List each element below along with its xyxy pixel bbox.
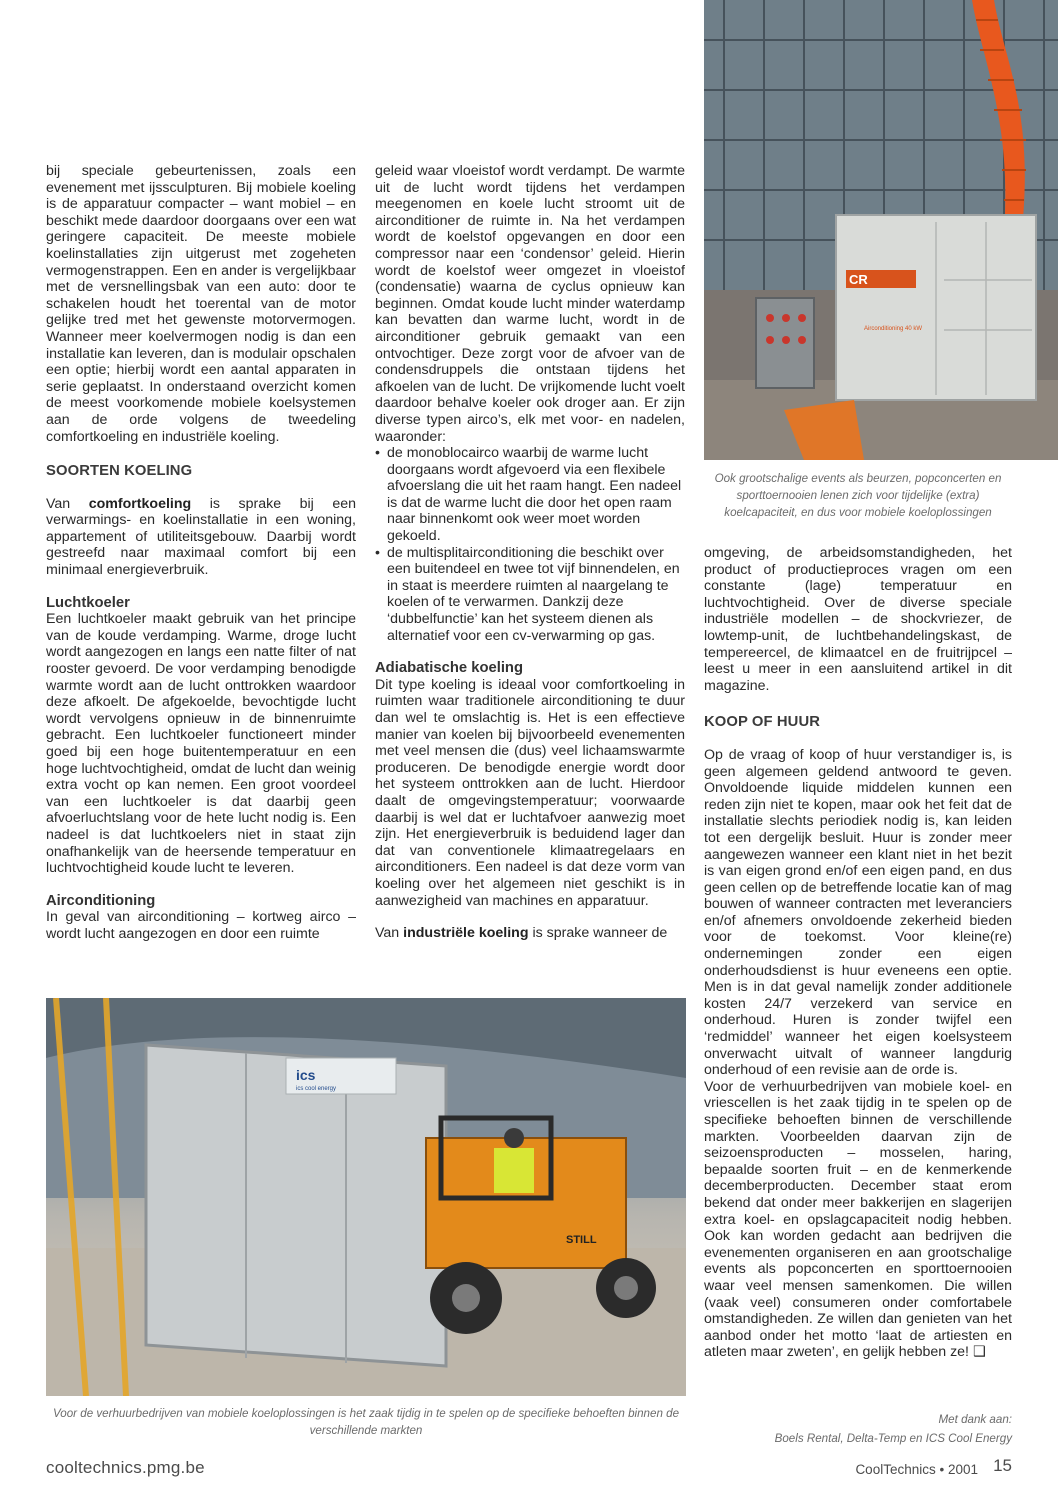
paragraph: Dit type koeling is ideaal voor comfortkoeling in ruimten waar traditionele airconditioning te duur dan wel te omslachtig is. Het is een effectieve manier van koelen bij bijvoorbeeld evenementen met veel mensen die (dus) veel lichaamswarmte produceren. De benodigde energie wordt door het systeem onttrokken aan de lucht. Hierdoor daalt de omgevingstemperatuur; voorwaarde daarbij is wel dat er luchtafvoer aanwezig moet zijn. Het energieverbruik is beduidend lager dan dat van conventionele klimaatregelaars en airconditioners. Een nadeel is dat deze vorm van koeling over het algemeen niet geschikt is in aanwezigheid van machines en apparatuur.	[375, 676, 685, 909]
emphasis: comfortkoeling	[88, 495, 192, 512]
emphasis: industriële koeling	[403, 925, 529, 942]
photo-caption-bottom: Voor de verhuurbedrijven van mobiele koeloplossingen is het zaak tijdig in te spelen op de specifieke behoeften binnen de verschillende markten	[52, 1407, 680, 1437]
subheading-adiabatische-koeling: Adiabatische koeling	[375, 660, 524, 677]
list-item: • de monoblocairco waarbij de warme lucht doorgaans wordt afgevoerd via een flexibele afvoerslang die uit het raam hangt. Een nadeel is dat de warme lucht die door het open raam naar binnenkomt ook weer moet worden gekoeld.	[375, 445, 685, 545]
end-mark-icon: ❑	[972, 1344, 986, 1361]
paragraph: Voor de verhuurbedrijven van mobiele koel- en vriescellen is het zaak tijdig in te spelen op de specifieke behoeften binnen de verschillende markten. Voorbeelden daarvan zijn de seizoensproducten – mosselen, haring, bepaalde soorten fruit – en de kenmerkende decemberproducten. December staat erom bekend dat onder meer bakkerijen en slagerijen extra koel- en opslagcapaciteit nodig hebben. Ook kan worden gedacht aan bedrijven die evenementen organiseren en aan grootschalige events als popconcerten en sporttoernooien waar veel mensen samenkomen. Die willen (vaak veel) consumeren onder comfortabele omstandigheden. Ze willen dan genieten van het aanbod onder het motto ‘laat de artiesten en atleten maar zweten’, en gelijk hebben ze! ❑	[704, 1078, 1012, 1361]
list-item: • de multisplitairconditioning die beschikt over een buitendeel en twee tot vijf binnendelen, en in staat is meerdere ruimten al naargelang te koelen of te verwarmen. Dankzij deze ‘dubbelfunctie’ kan het systeem dienen als alternatief voor een cv-verwarming op gas.	[375, 545, 685, 645]
paragraph: Van industriële koeling is sprake wanneer de	[375, 925, 668, 942]
page-number: 15	[993, 1456, 1012, 1475]
credits	[712, 1410, 1012, 1448]
paragraph: In geval van airconditioning – kortweg airco – wordt lucht aangezogen en door een ruimte	[46, 909, 356, 942]
unit-label: Airconditioning 40 kW	[864, 326, 923, 332]
photo-caption-top: Ook grootschalige events als beurzen, popconcerten en sporttoernooien lenen zich voor tijdelijke (extra) koelcapaciteit, en dus voor mobiele koeloplossingen	[714, 472, 1002, 519]
paragraph: geleid waar vloeistof wordt verdampt. De warmte uit de lucht wordt tijdens het verdampen meegenomen en koele lucht stroomt uit de airconditioner de ruimte in. Na het verdampen wordt de koelstof opgevangen en door een compressor naar een ‘condensor’ geleid. Hierin wordt de koelstof weer omgezet in vloeistof (condensatie) waarna de cyclus opnieuw kan beginnen. Omdat koude lucht minder waterdamp kan bevatten dan warme lucht, wordt in de airconditioner gebruik gemaakt van een ontvochtiger. Deze zorgt voor de afvoer van de condensdruppels die ontstaan tijdens het afkoelen van de lucht. De vrijkomende lucht voelt daardoor behalve koeler ook droger aan. Er zijn diverse typen airco’s, elk met voor- en nadelen, waaronder:	[375, 163, 685, 445]
photo-mobile-airconditioning-unit	[704, 0, 1058, 460]
column-1	[46, 163, 356, 943]
ics-logo: ics	[296, 1067, 316, 1083]
column-3	[704, 545, 1012, 1361]
paragraph: Een luchtkoeler maakt gebruik van het principe van de koude verdamping. Warme, droge lucht wordt aangezogen en langs een natte filter of nat rooster gevoerd. De voor verdamping benodigde warmte wordt aan de lucht onttrokken waardoor deze afkoelt. De afgekoelde, bevochtigde lucht wordt vervolgens opnieuw in de binnenruimte gebracht. Een luchtkoeler functioneert minder goed bij een hoge buitentemperatuur en een hoge luchtvochtigheid, omdat de lucht dan weinig extra vocht op kan nemen. Een groot voordeel van een luchtkoeler is dat daarbij geen afvoerluchtslang voor de hete lucht nodig is. Een nadeel is dat luchtkoelers niet in staat zijn onafhankelijk van de heersende temperatuur en luchtvochtigheid koude lucht te leveren.	[46, 611, 356, 877]
bullet-list	[375, 445, 685, 644]
subheading-luchtkoeler: Luchtkoeler	[46, 594, 130, 611]
paragraph: omgeving, de arbeidsomstandigheden, het product of productieproces vragen om een constante (lage) temperatuur en luchtvochtigheid. Over de diverse speciale industriële modellen – de shockvriezer, de lowtemp-unit, de luchtbehandelingskast, de tempereercel, de klimaatcel en de fruitrijpcel – leest u meer in een aansluitend artikel in dit magazine.	[704, 545, 1012, 694]
paragraph: Op de vraag of koop of huur verstandiger is, is geen algemeen geldend antwoord te geven. Onvoldoende liquide middelen kunnen een reden zijn niet te kopen, maar ook het feit dat de installatie slechts periodiek nodig is, kan leiden tot een dergelijk besluit. Huur is zonder meer aangewezen wanneer een klant niet in het bezit is van eigen grond en/of een eigen pand, en dus geen cellen op de betreffende locatie kan of mag bouwen of wanneer contracten met leveranciers en/of afnemers onvoldoende zekerheid bieden voor de toekomst. Voor kleine(re) ondernemingen zonder een eigen onderhoudsdienst is huur eveneens een optie. Men is in dat geval namelijk zonder additionele kosten 24/7 verzekerd van service en onderhoud. Huren is zonder twijfel een ‘redmiddel’ wanneer het eigen koelsysteem onverwacht uitvalt of wanneer langdurig onderhoud of een revisie aan de orde is.	[704, 746, 1012, 1079]
footer-magazine: CoolTechnics • 2001	[855, 1462, 978, 1477]
section-heading-soorten-koeling: SOORTEN KOELING	[46, 463, 193, 480]
paragraph: bij speciale gebeurtenissen, zoals een evenement met ijssculpturen. Bij mobiele koeling is de apparatuur compacter – want mobiel – en beschikt mede daardoor doorgaans over een wat geringere capaciteit. De meeste mobiele koelinstallaties zijn uitgerust met zogeheten vermogenstrappen. Een en ander is vergelijkbaar met de versnellingsbak van een auto: door te schakelen houdt het toerental van de motor gelijke tred met het gewenste motorvermogen. Wanneer meer koelvermogen nodig is dan een installatie kan leveren, dan is modulair opschalen een optie; hierbij wordt een aantal apparaten in serie geplaatst. In onderstaand overzicht komen de meest voorkomende mobiele koelsystemen aan de orde volgens de tweedeling comfortkoeling en industriële koeling.	[46, 163, 356, 445]
subheading-airconditioning: Airconditioning	[46, 892, 156, 909]
credit-heading: Met dank aan:	[938, 1413, 1012, 1426]
column-2	[375, 163, 685, 942]
credit-names: Boels Rental, Delta-Temp en ICS Cool Energy	[774, 1432, 1012, 1445]
forklift-brand: STILL	[566, 1234, 597, 1246]
photo-illustration	[704, 0, 1058, 460]
ics-logo-sub: ics cool energy	[296, 1086, 337, 1092]
section-heading-koop-of-huur: KOOP OF HUUR	[704, 714, 821, 731]
photo-illustration	[46, 998, 686, 1396]
footer-website-link[interactable]: cooltechnics.pmg.be	[46, 1458, 205, 1477]
paragraph: Van comfortkoeling is sprake bij een verwarmings- en koelinstallatie in een woning, appartement of utiliteitsgebouw. Daarbij wordt gestreefd naar maximaal comfort bij een minimaal energieverbruik.	[46, 495, 356, 579]
unit-logo: CR	[849, 272, 868, 287]
photo-forklift-cooling-unit	[46, 998, 686, 1396]
